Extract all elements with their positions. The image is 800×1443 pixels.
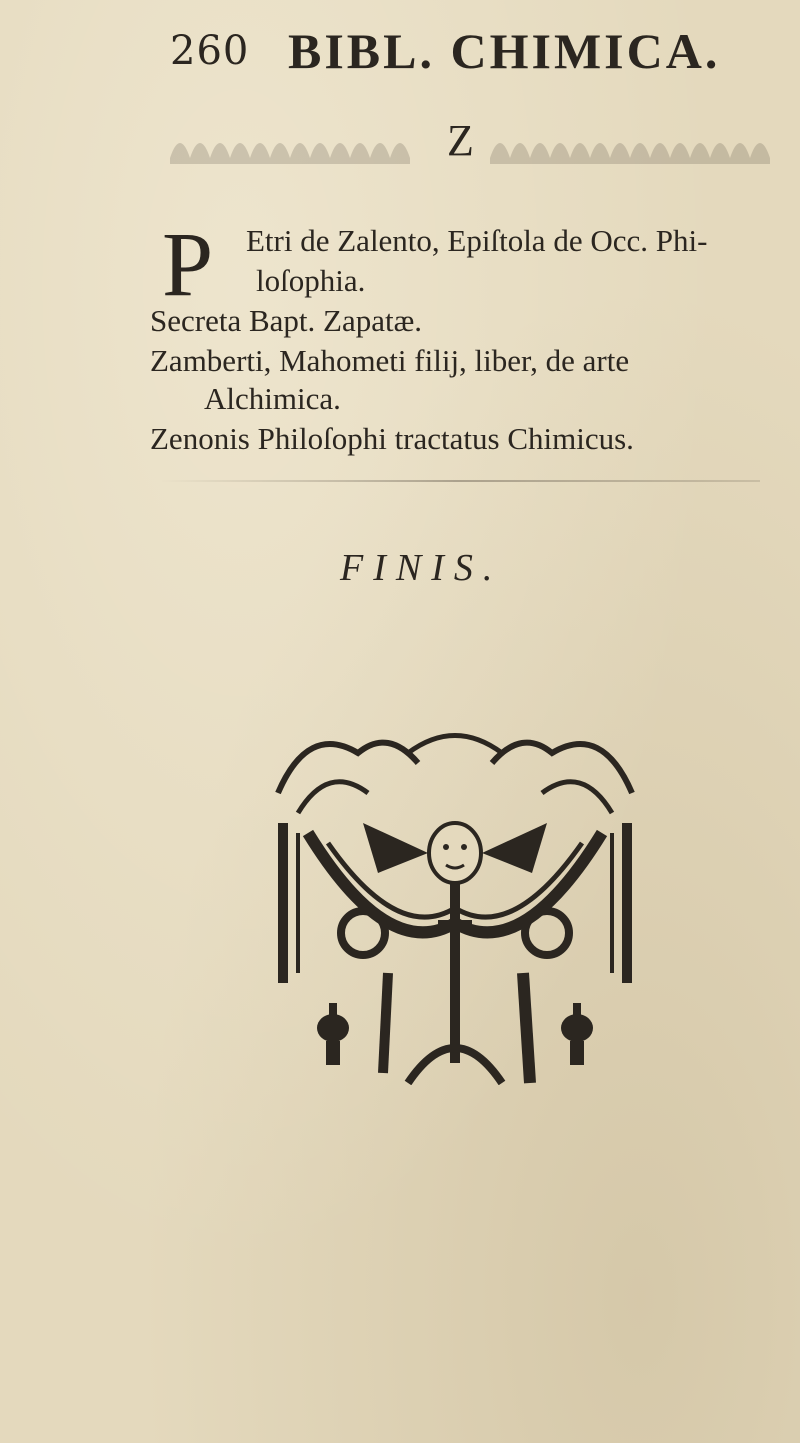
finis-text: FINIS.	[340, 547, 503, 589]
woodcut-ornament-icon	[268, 723, 642, 1085]
entry-zapata: Secreta Bapt. Zapatæ.	[150, 303, 423, 338]
section-letter: Z	[447, 116, 474, 165]
page-number: 260	[170, 28, 250, 74]
drop-cap: P	[162, 213, 214, 315]
page-header	[170, 22, 730, 82]
entry-text-line: Etri de Zalento, Epiſtola de Occ. Phi-	[246, 223, 708, 258]
running-head: BIBL. CHIMICA.	[288, 23, 721, 79]
entry-text-line: loſophia.	[256, 263, 366, 298]
divider-rule	[160, 480, 760, 482]
entry-zamberti: Zamberti, Mahometi filij, liber, de arte	[150, 343, 630, 378]
entry-text-line: Alchimica.	[204, 381, 341, 416]
entry-zenonis: Zenonis Philoſophi tractatus Chimicus.	[150, 421, 634, 456]
